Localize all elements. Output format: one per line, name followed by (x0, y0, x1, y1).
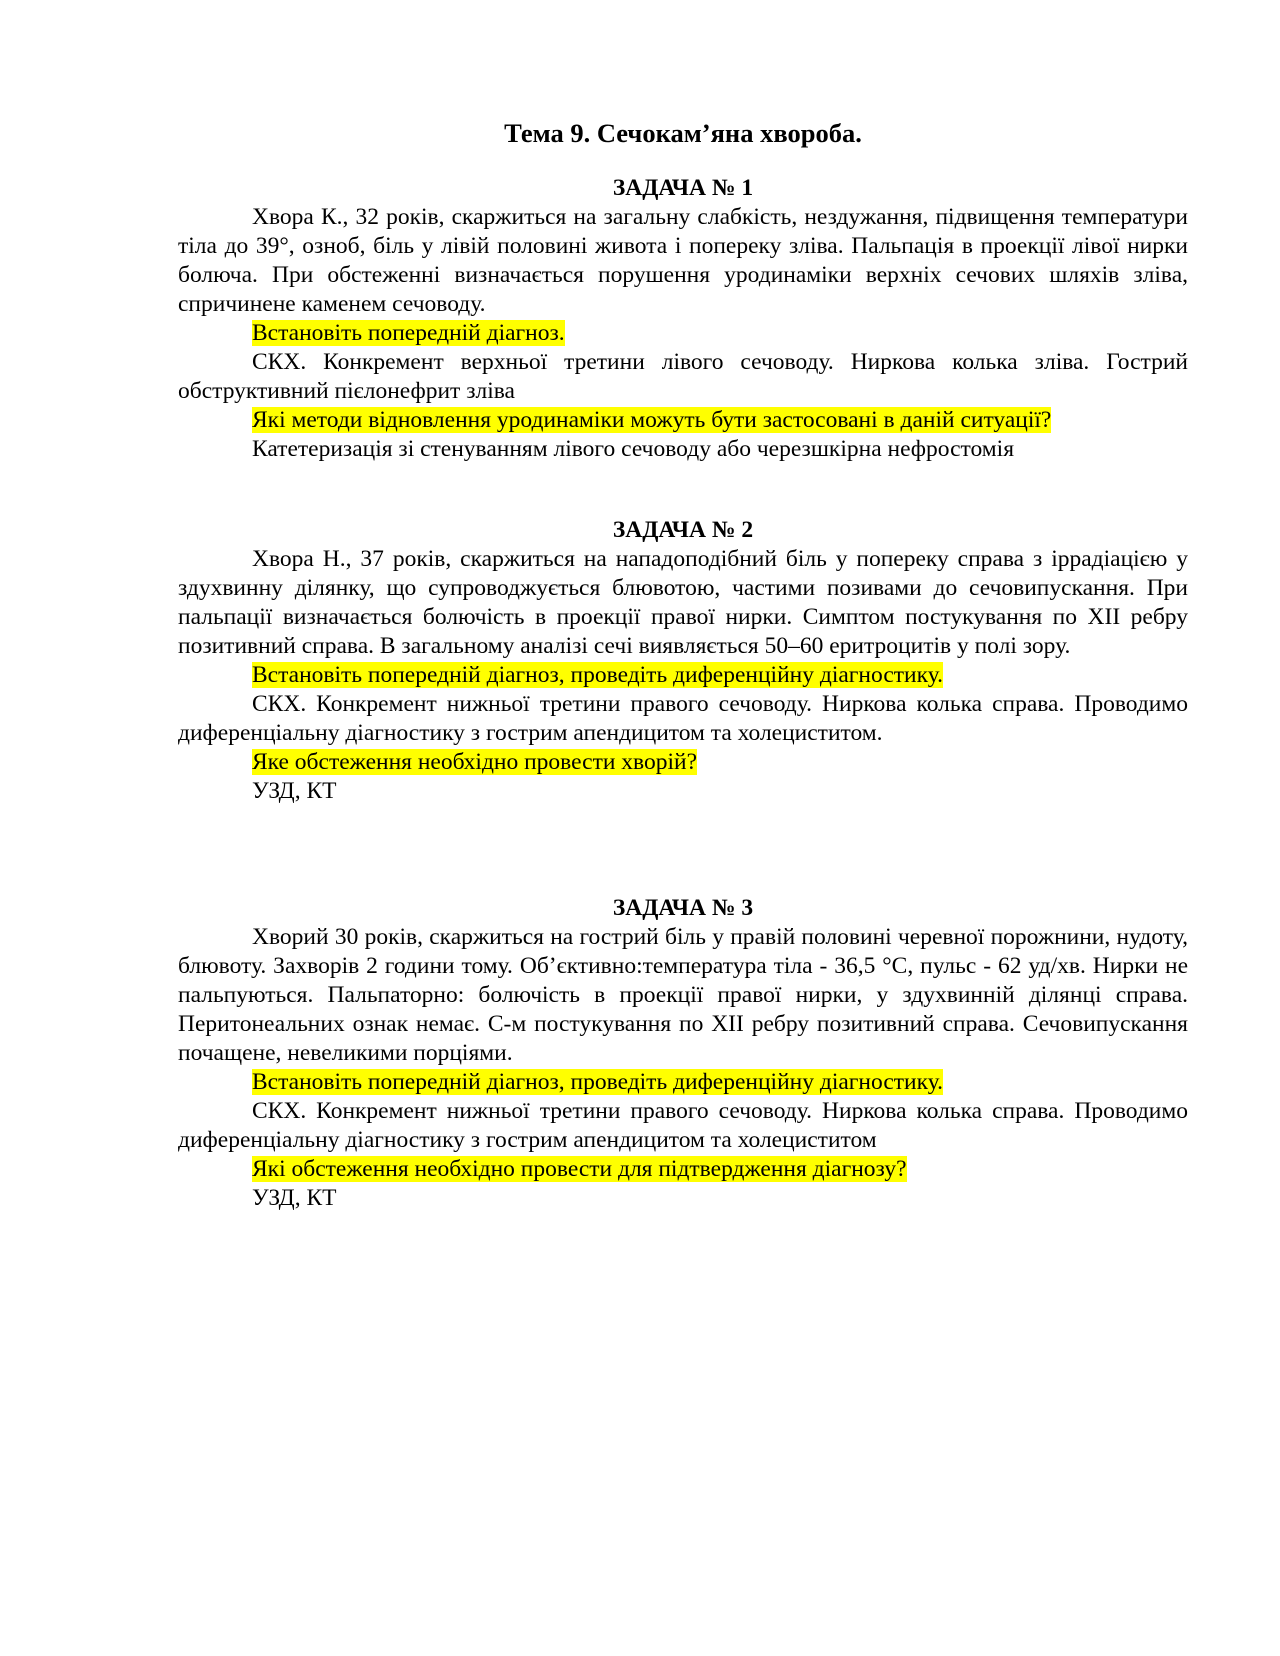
answer-diagnosis: СКХ. Конкремент верхньої третини лівого сечоводу. Ниркова колька зліва. Гострий обструктивний пієлонефрит зліва (178, 349, 1188, 404)
case-description: Хворий 30 років, скаржиться на гострий біль у правій половині черевної порожнини, нудоту, блювоту. Захворів 2 години тому. Об’єктивно:температура тіла - 36,5 °С, пульс - 62 уд/хв. Нирки не пальпуються. Пальпаторно: болючість в проекції правої нирки, у здухвинній ділянці справа. Перитонеальних ознак немає. С-м постукування по XII ребру позитивний справа. Сечовипускання почащене, невеликими порціями. (178, 924, 1188, 1066)
highlighted-question: Встановіть попередній діагноз. (252, 320, 565, 346)
highlighted-question: Встановіть попередній діагноз, проведіть диференційну діагностику. (252, 1069, 943, 1095)
document-body (178, 116, 1188, 1213)
highlighted-question: Які методи відновлення уродинаміки можуть бути застосовані в даній ситуації? (252, 407, 1052, 433)
task-3 (178, 894, 1188, 1213)
question-diagnosis (178, 319, 1188, 348)
highlighted-question: Встановіть попередній діагноз, проведіть диференційну діагностику. (252, 662, 943, 688)
answer-diagnosis: СКХ. Конкремент нижньої третини правого сечоводу. Ниркова колька справа. Проводимо диференціальну діагностику з гострим апендицитом та холециститом. (178, 691, 1188, 746)
spacer (178, 464, 1188, 516)
task-1 (178, 174, 1188, 464)
answer-diagnosis: СКХ. Конкремент нижньої третини правого сечоводу. Ниркова колька справа. Проводимо диференціальну діагностику з гострим апендицитом та холециститом (178, 1098, 1188, 1153)
spacer (178, 806, 1188, 894)
question-diagnosis (178, 661, 1188, 690)
answer-examination: УЗД, КТ (252, 778, 337, 804)
question-diagnosis (178, 1068, 1188, 1097)
task-heading: ЗАДАЧА № 2 (612, 517, 754, 543)
answer-methods: Катетеризація зі стенуванням лівого сечоводу або черезшкірна нефростомія (252, 436, 1015, 462)
highlighted-question: Яке обстеження необхідно провести хворій? (252, 749, 698, 775)
task-heading: ЗАДАЧА № 1 (612, 175, 754, 201)
highlighted-question: Які обстеження необхідно провести для підтвердження діагнозу? (252, 1156, 907, 1182)
case-description: Хвора Н., 37 років, скаржиться на нападоподібний біль у попереку справа з іррадіацією у здухвинну ділянку, що супроводжується блювотою, частими позивами до сечовипускання. При пальпації визначається болючість в проекції правої нирки. Симптом постукування по XII ребру позитивний справа. В загальному аналізі сечі виявляється 50–60 еритроцитів у полі зору. (178, 546, 1188, 659)
question-methods (178, 406, 1188, 435)
task-2 (178, 516, 1188, 806)
task-heading: ЗАДАЧА № 3 (612, 895, 754, 921)
question-examination (178, 748, 1188, 777)
answer-examination: УЗД, КТ (252, 1185, 337, 1211)
page-title: Тема 9. Сечокам’яна хвороба. (504, 118, 862, 148)
question-examination (178, 1155, 1188, 1184)
case-description: Хвора К., 32 років, скаржиться на загальну слабкість, нездужання, підвищення температури тіла до 39°, озноб, біль у лівій половині живота і попереку зліва. Пальпація в проекції лівої нирки болюча. При обстеженні визначається порушення уродинаміки верхніх сечових шляхів зліва, спричинене каменем сечоводу. (178, 204, 1188, 317)
